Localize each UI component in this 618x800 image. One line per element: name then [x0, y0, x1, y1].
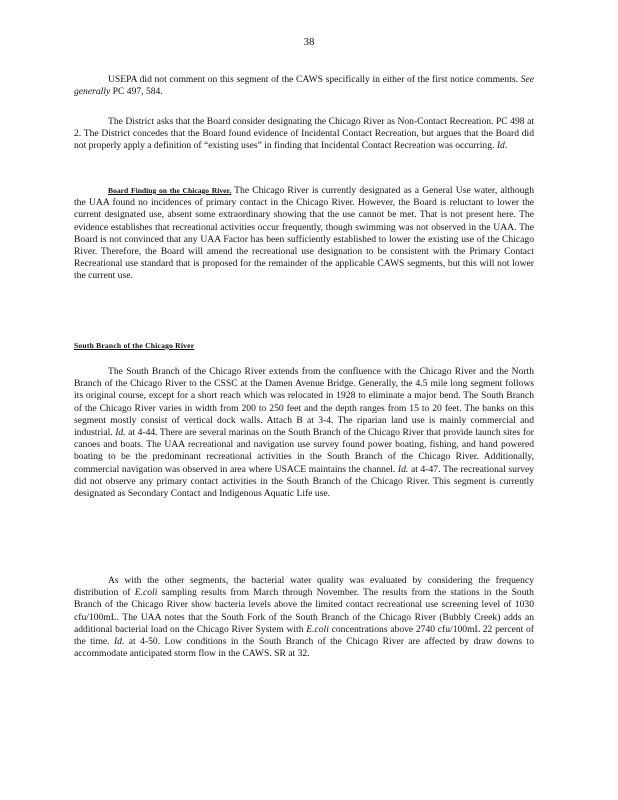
citation-italic: Id — [496, 140, 505, 152]
citation-italic: Id. — [115, 427, 126, 439]
paragraph-bacteria — [74, 575, 534, 660]
paragraph-text: concentrations above 2740 cfu/100mL 22 percent of the time. — [74, 623, 535, 648]
citation-italic: Id. — [397, 463, 409, 475]
paragraph-usepa — [74, 74, 534, 98]
paragraph-text: USEPA did not comment on this segment of the CAWS specifically in either of the first notice comments. — [108, 74, 519, 85]
paragraph-text: at 4-50. Low conditions in the South Branch of the Chicago River are affected by draw downs to accommodate anticipated storm flow in the CAWS. SR at 32. — [74, 636, 534, 660]
paragraph-district — [74, 116, 534, 153]
inline-heading: Board Finding on the Chicago River. — [108, 186, 232, 195]
paragraph-text: at 4-44. There are several marinas on the South Branch of the Chicago River that provide launch sites for canoes and boats. The UAA recreational and navigation use survey found power boating, fishing, and hand powered boating to be the predominant recreational activities in the South Branch of the Chicago River. Additionally, commercial navigation was observed in area where USACE maintains the channel. — [74, 427, 535, 475]
paragraph-text: The Chicago River is currently designated as a General Use water, although the UAA found no incidences of primary contact in the Chicago River. However, the Board is reluctant to lower the current designated use, absent some extraordinary showing that the use cannot be met. That is not present here. The evidence establishes that recreational activities occur frequently, though swimming was not observed in the UAA. The Board is not convinced that any UAA Factor has been sufficiently established to lower the existing use of the Chicago River. Therefore, the Board will amend the recreational use designation to be consistent with the Primary Contact Recreational use standard that is proposed for the remainder of the applicable CAWS segments, but this will not lower the current use. — [74, 185, 535, 282]
citation-text: . — [504, 140, 508, 152]
paragraph-text: As with the other segments, the bacterial water quality was evaluated by considering the frequency distribution of — [74, 575, 534, 599]
paragraph-board-finding — [74, 185, 534, 283]
paragraph-text: The District asks that the Board consider designating the Chicago River as Non-Contact Recreation. PC 498 at 2. The District concedes that the Board found evidence of Incidental Contact Recreation, but argues that the Board did not properly apply a definition of “existing uses” in finding that Incidental Contact Recreation was occurring. — [74, 116, 534, 152]
species-italic: E.coli — [134, 587, 158, 599]
citation-text: PC 497, 584. — [112, 86, 163, 98]
citation-italic: See generally — [74, 74, 534, 98]
paragraph-text: at 4-47. The recreational survey did not observe any primary contact activities in the South Branch of the Chicago River. This segment is currently designated as Secondary Contact and Indigenous Aquatic Life use. — [74, 463, 534, 500]
paragraph-text: sampling results from March through November. The results from the stations in the South Branch of the Chicago River show bacteria levels above the limited contact recreational use screening level of 1030 cfu/100mL. The UAA notes that the South Fork of the South Branch of the Chicago River (Bubbly Creek) adds an additional bacterial load on the Chicago River System with — [74, 587, 534, 635]
species-italic: E.coli — [306, 623, 329, 635]
page-number: 38 — [303, 36, 315, 48]
paragraph-south-branch — [74, 366, 534, 500]
paragraph-text: The South Branch of the Chicago River extends from the confluence with the Chicago River and the North Branch of the Chicago River to the CSSC at the Damen Avenue Bridge. Generally, the 4.5 mile long segment follows its original course, except for a short reach which was relocated in 1928 to eliminate a major bend. The South Branch of the Chicago River varies in width from 200 to 250 feet and the depth ranges from 15 to 20 feet. The banks on this segment mostly consist of vertical dock walls. Attach B at 3-4. The riparian land use is mainly commercial and industrial. — [74, 366, 534, 439]
section-heading: South Branch of the Chicago River — [74, 341, 195, 350]
citation-italic: Id. — [113, 636, 125, 648]
